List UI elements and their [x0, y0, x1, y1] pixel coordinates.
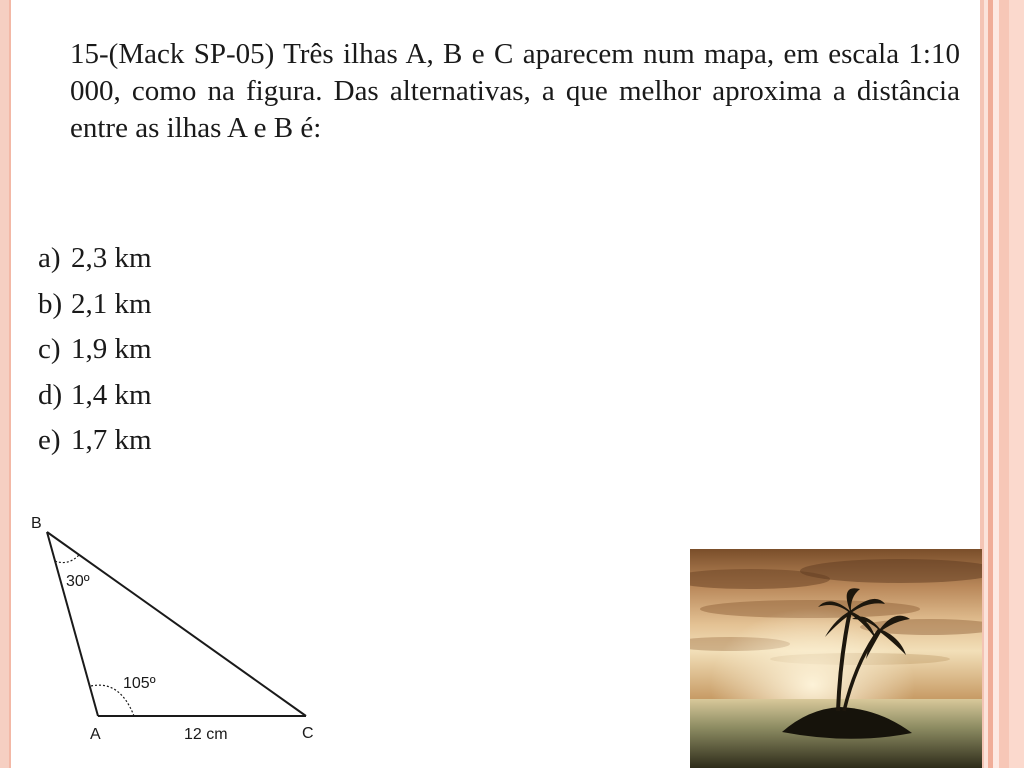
angle-a-label: 105º	[123, 675, 156, 692]
right-stripes-decoration	[980, 0, 1024, 768]
option-letter: d)	[38, 378, 63, 411]
angle-b-label: 30º	[66, 573, 90, 590]
stripe	[1009, 0, 1024, 768]
vertex-c-label: C	[302, 725, 314, 742]
stripe	[999, 0, 1009, 768]
option-text: 2,3 km	[71, 242, 152, 274]
option-text: 1,7 km	[71, 424, 152, 456]
option-letter: e)	[38, 424, 61, 456]
option-e	[38, 418, 152, 464]
answer-options	[38, 236, 152, 464]
option-letter: c)	[38, 333, 61, 365]
vertex-b-label: B	[31, 515, 42, 532]
question-text: 15-(Mack SP-05) Três ilhas A, B e C aparecem num mapa, em escala 1:10 000, como na figura. Das alternativas, a que melhor aproxima a distância entre as ilhas A e B é:	[70, 38, 960, 144]
island-sunset-photo-icon	[690, 549, 982, 768]
option-d	[38, 373, 152, 419]
option-text: 2,1 km	[71, 287, 152, 320]
option-b	[38, 282, 152, 328]
side-ba	[47, 532, 98, 716]
option-text: 1,9 km	[71, 333, 152, 365]
option-text: 1,4 km	[71, 378, 152, 411]
side-ac-label: 12 cm	[184, 726, 228, 743]
angle-arc-b	[55, 555, 79, 563]
left-border-decoration	[0, 0, 11, 768]
triangle-diagram	[28, 508, 338, 744]
vertex-a-label: A	[90, 726, 101, 743]
option-c	[38, 327, 152, 373]
option-letter: a)	[38, 242, 61, 274]
side-bc	[47, 532, 306, 716]
option-letter: b)	[38, 287, 63, 320]
option-a	[38, 236, 152, 282]
